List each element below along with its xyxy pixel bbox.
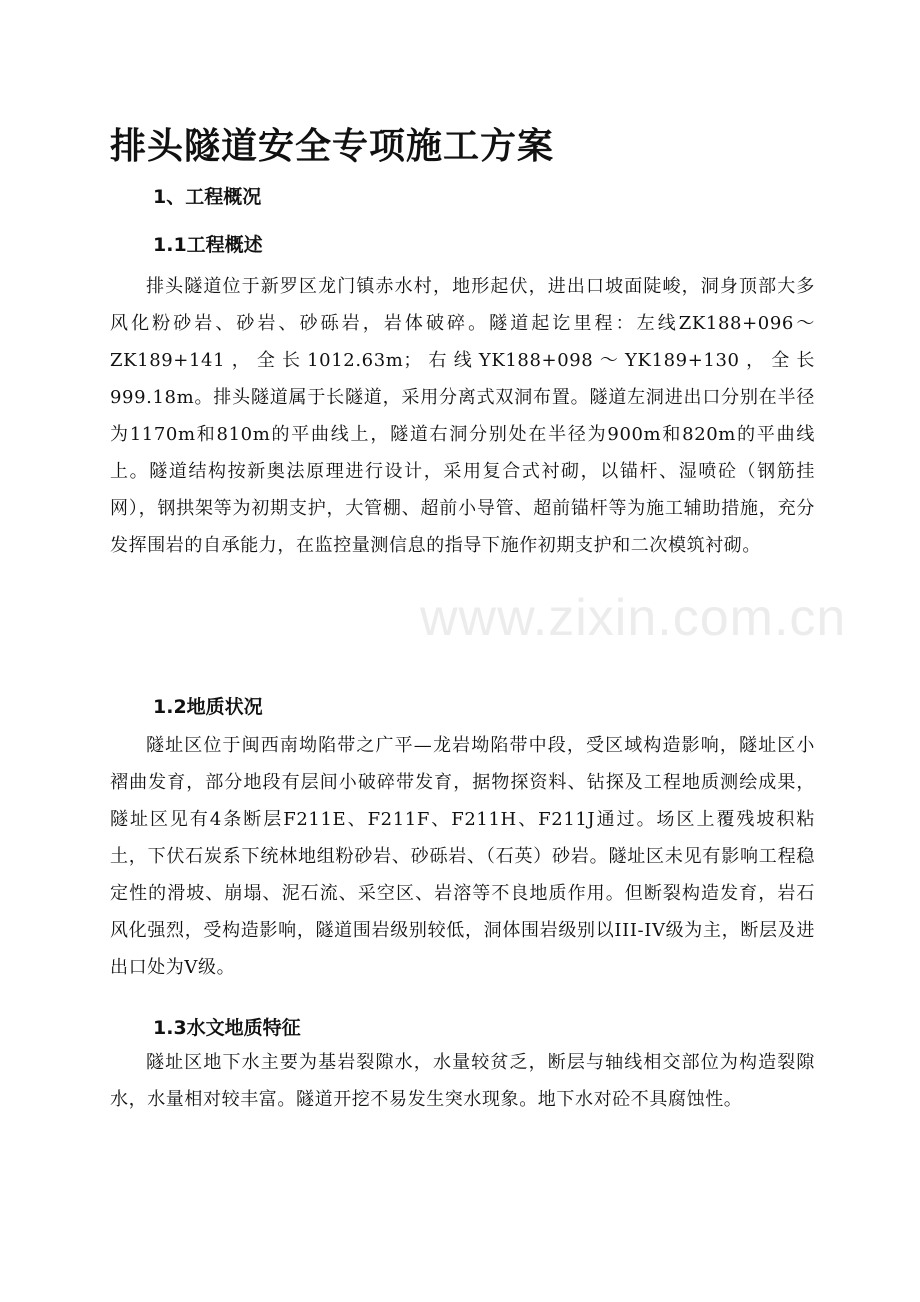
subsection-heading-1-2: 1.2地质状况 <box>153 696 263 718</box>
subsection-heading-1-3: 1.3水文地质特征 <box>153 1017 301 1039</box>
document-title: 排头隧道安全专项施工方案 <box>110 126 555 167</box>
section-heading-1: 1、工程概况 <box>153 186 262 208</box>
subsection-heading-1-1: 1.1工程概述 <box>153 234 263 256</box>
paragraph-hydrogeology: 隧址区地下水主要为基岩裂隙水，水量较贫乏，断层与轴线相交部位为构造裂隙水，水量相对较丰富。隧道开挖不易发生突水现象。地下水对砼不具腐蚀性。 <box>110 1052 815 1110</box>
paragraph-overview: 排头隧道位于新罗区龙门镇赤水村，地形起伏，进出口坡面陡峻，洞身顶部大多风化粉砂岩、砂岩、砂砾岩，岩体破碎。隧道起讫里程：左线ZK188+096～ZK189+141，全长1012.63m；右线YK188+098～YK189+130，全长999.18m。排头隧道属于长隧道，采用分离式双洞布置。隧道左洞进出口分别在半径为1170m和810m的平曲线上，隧道右洞分别处在半径为900m和820m的平曲线上。隧道结构按新奥法原理进行设计，采用复合式衬砌，以锚杆、湿喷砼（钢筋挂网），钢拱架等为初期支护，大管棚、超前小导管、超前锚杆等为施工辅助措施，充分发挥围岩的自承能力，在监控量测信息的指导下施作初期支护和二次模筑衬砌。 <box>110 276 815 556</box>
watermark: www.zixin.com.cn <box>420 589 847 647</box>
paragraph-geology: 隧址区位于闽西南坳陷带之广平—龙岩坳陷带中段，受区域构造影响，隧址区小褶曲发育，部分地段有层间小破碎带发育，据物探资料、钻探及工程地质测绘成果，隧址区见有4条断层F211E、F211F、F211H、F211J通过。场区上覆残坡积粘土，下伏石炭系下统林地组粉砂岩、砂砾岩、（石英）砂岩。隧址区未见有影响工程稳定性的滑坡、崩塌、泥石流、采空区、岩溶等不良地质作用。但断裂构造发育，岩石风化强烈，受构造影响，隧道围岩级别较低，洞体围岩级别以III-IV级为主，断层及进出口处为Ⅴ级。 <box>110 735 815 978</box>
